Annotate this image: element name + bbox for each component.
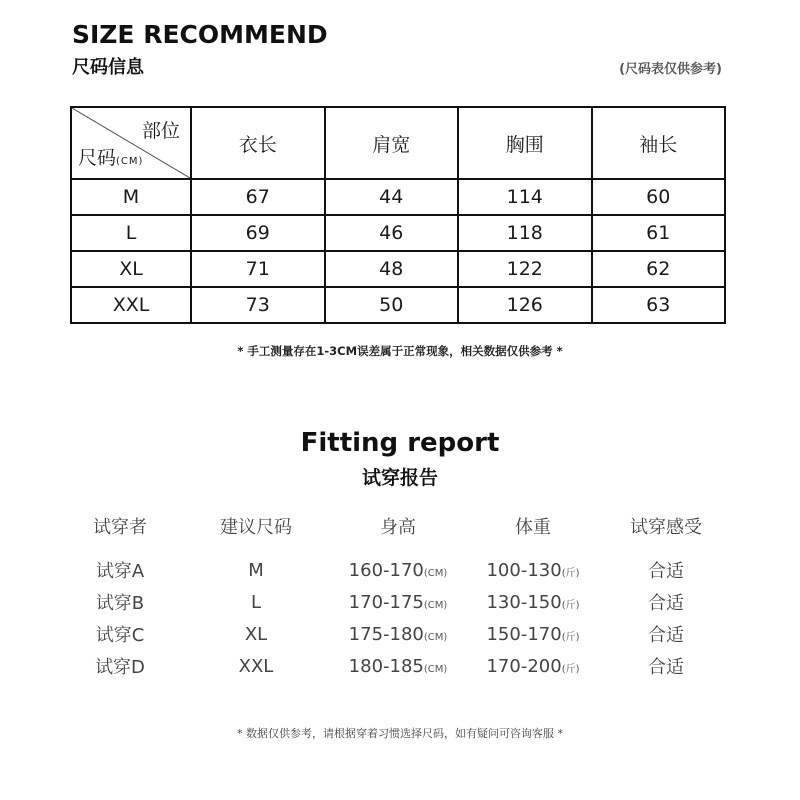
table-row (71, 179, 725, 215)
weight-unit: (斤) (561, 663, 580, 675)
fitting-header: 试穿感受 (630, 517, 702, 538)
height-unit: (CM) (423, 631, 448, 643)
value-cell: 46 (325, 215, 459, 251)
table-row (71, 287, 725, 323)
weight-range (464, 560, 602, 581)
recommended-size: M (248, 559, 264, 581)
fitting-header-row (70, 510, 730, 542)
height-value: 180-185 (348, 655, 424, 677)
corner-label-size (78, 143, 143, 170)
fitting-header: 身高 (380, 517, 416, 538)
value-cell: 63 (592, 287, 726, 323)
corner-size-text: 尺码 (78, 147, 117, 169)
size-cell: XXL (71, 287, 191, 323)
weight-range (464, 656, 602, 677)
value-cell: 71 (191, 251, 325, 287)
value-cell: 69 (191, 215, 325, 251)
value-cell: 122 (458, 251, 592, 287)
value-cell: 48 (325, 251, 459, 287)
weight-unit: (斤) (561, 631, 580, 643)
tester-name: 试穿D (95, 657, 145, 678)
size-table (70, 106, 726, 324)
corner-label-part: 部位 (141, 120, 180, 142)
height-value: 170-175 (348, 591, 424, 613)
height-unit: (CM) (423, 567, 448, 579)
weight-value: 170-200 (486, 655, 562, 677)
weight-value: 150-170 (486, 623, 562, 645)
size-title-en: SIZE RECOMMEND (72, 20, 328, 49)
size-cell: M (71, 179, 191, 215)
fitting-row (70, 650, 730, 682)
value-cell: 50 (325, 287, 459, 323)
fitting-header: 体重 (515, 517, 551, 538)
column-header: 衣长 (191, 107, 325, 179)
height-range (332, 592, 464, 613)
weight-range (464, 624, 602, 645)
value-cell: 67 (191, 179, 325, 215)
fitting-title-en: Fitting report (300, 428, 500, 458)
value-cell: 73 (191, 287, 325, 323)
fitting-header: 试穿者 (93, 517, 147, 538)
column-header: 肩宽 (325, 107, 459, 179)
size-cell: XL (71, 251, 191, 287)
footer-note: * 数据仅供参考，请根据穿着习惯选择尺码，如有疑问可咨询客服 * (237, 727, 563, 740)
fitting-row (70, 554, 730, 586)
recommended-size: XL (244, 623, 268, 645)
fitting-title-cn: 试穿报告 (361, 467, 438, 489)
value-cell: 61 (592, 215, 726, 251)
value-cell: 62 (592, 251, 726, 287)
tester-name: 试穿A (95, 561, 145, 582)
weight-value: 130-150 (486, 591, 562, 613)
corner-cell (71, 107, 191, 179)
fitting-row (70, 618, 730, 650)
fit-feel: 合适 (648, 593, 684, 614)
height-range (332, 624, 464, 645)
size-cell: L (71, 215, 191, 251)
column-header: 袖长 (592, 107, 726, 179)
height-value: 160-170 (348, 559, 424, 581)
height-unit: (CM) (423, 599, 448, 611)
weight-unit: (斤) (561, 599, 580, 611)
recommended-size: XXL (238, 655, 274, 677)
table-row (71, 215, 725, 251)
measure-note: * 手工测量存在1-3CM误差属于正常现象，相关数据仅供参考 * (237, 344, 563, 358)
fitting-table (70, 510, 730, 682)
value-cell: 114 (458, 179, 592, 215)
value-cell: 60 (592, 179, 726, 215)
height-value: 175-180 (348, 623, 424, 645)
size-title-cn: 尺码信息 (72, 57, 144, 78)
size-table-header-row (71, 107, 725, 179)
height-range (332, 560, 464, 581)
weight-unit: (斤) (561, 567, 580, 579)
column-header: 胸围 (458, 107, 592, 179)
reference-note: (尺码表仅供参考) (619, 62, 722, 77)
fitting-header: 建议尺码 (220, 517, 292, 538)
height-unit: (CM) (423, 663, 448, 675)
recommended-size: L (250, 591, 262, 613)
value-cell: 44 (325, 179, 459, 215)
weight-value: 100-130 (486, 559, 562, 581)
tester-name: 试穿B (95, 593, 145, 614)
table-row (71, 251, 725, 287)
height-range (332, 656, 464, 677)
fitting-row (70, 586, 730, 618)
corner-unit: (CM) (116, 156, 144, 167)
tester-name: 试穿C (95, 625, 145, 646)
value-cell: 118 (458, 215, 592, 251)
fit-feel: 合适 (648, 561, 684, 582)
fit-feel: 合适 (648, 625, 684, 646)
fit-feel: 合适 (648, 657, 684, 678)
value-cell: 126 (458, 287, 592, 323)
weight-range (464, 592, 602, 613)
